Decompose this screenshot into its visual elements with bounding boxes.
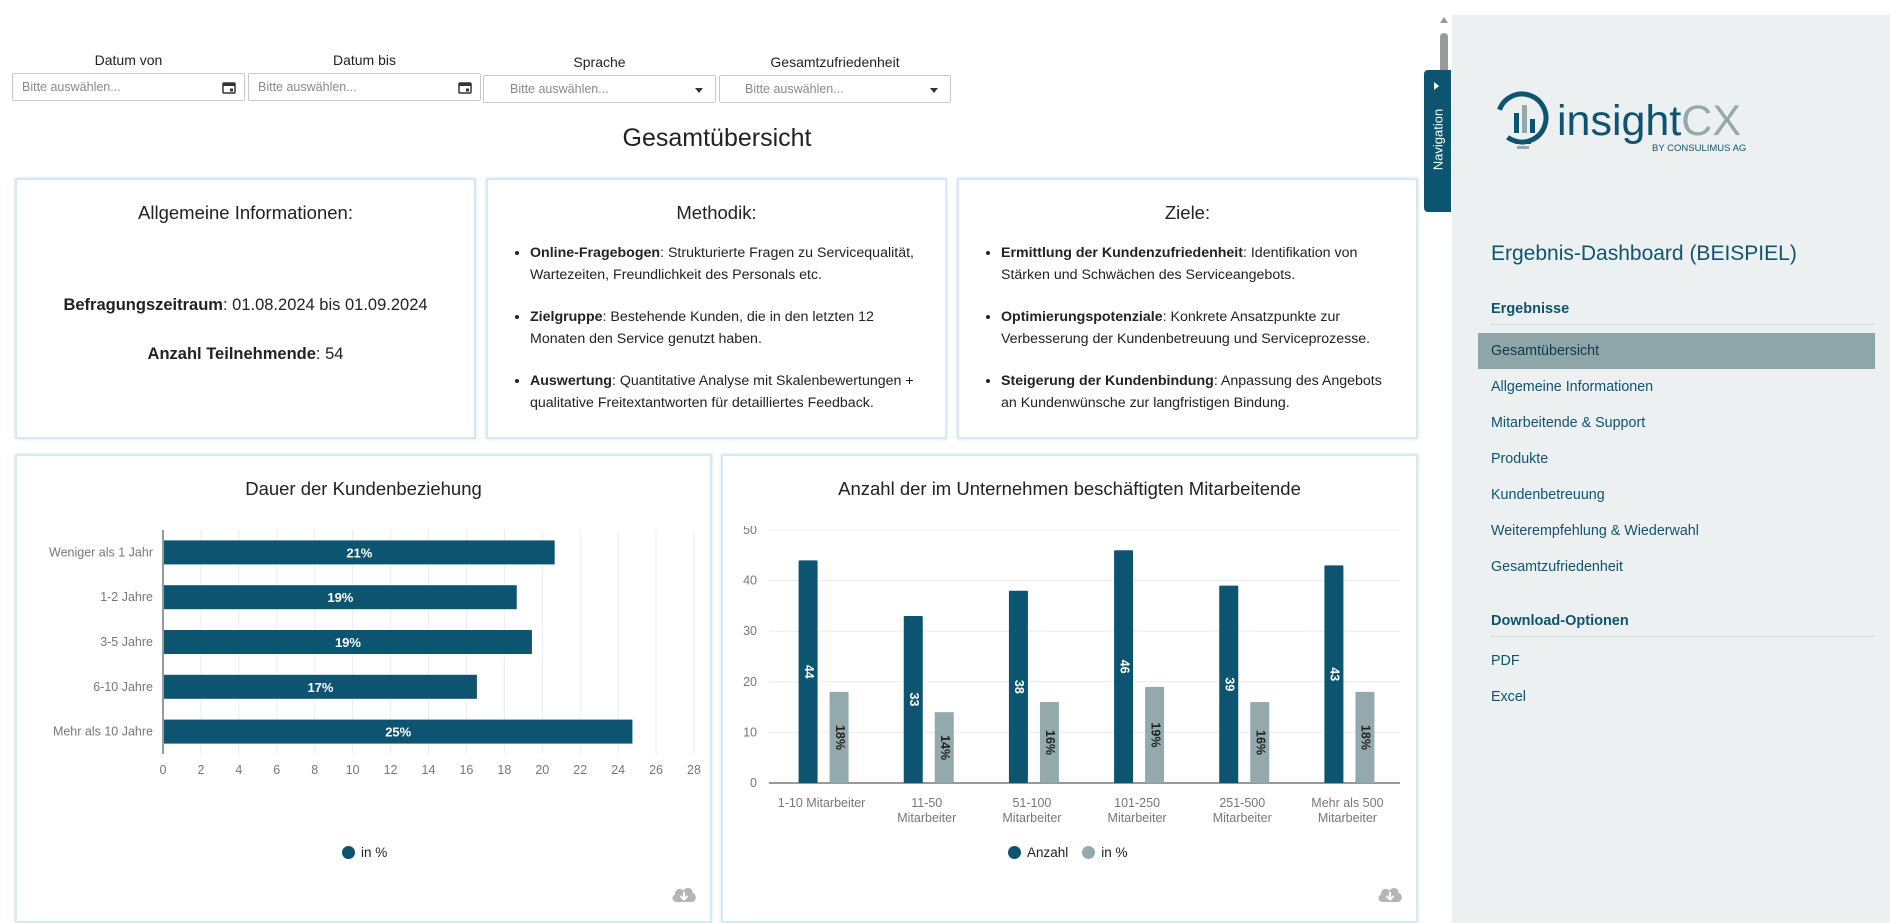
participant-count-label: Anzahl Teilnehmende [147, 345, 316, 363]
list-item-text: : Quantitative Analyse mit Skalenbewertungen + qualitative Freitextantworten für detailliertes Feedback. [530, 373, 914, 411]
sidebar-item-gesamtuebersicht[interactable]: Gesamtübersicht [1478, 333, 1875, 369]
x-tick-label: 16 [459, 763, 474, 777]
calendar-icon[interactable] [458, 81, 472, 94]
legend-label: in % [361, 845, 388, 860]
data-label: 19% [1148, 722, 1163, 748]
scroll-up-icon[interactable] [1440, 17, 1448, 23]
cloud-download-icon[interactable] [670, 883, 698, 905]
date-from-placeholder: Bitte auswählen... [22, 80, 121, 94]
data-label: 19% [327, 590, 354, 606]
category-label: Mehr als 500 [1311, 796, 1384, 810]
legend-marker [1008, 846, 1021, 859]
x-tick-label: 4 [235, 763, 243, 777]
data-label: 19% [334, 635, 361, 650]
y-tick-label: 50 [743, 526, 757, 537]
list-item [530, 370, 927, 414]
x-tick-label: 24 [611, 763, 626, 777]
list-item-text: : Identifikation von Stärken und Schwächen des Serviceangebots. [1001, 245, 1358, 283]
filter-language [483, 54, 716, 96]
sidebar-item-mitarbeitende-support[interactable]: Mitarbeitende & Support [1491, 415, 1646, 431]
y-tick-label: 10 [743, 725, 757, 740]
x-tick-label: 22 [573, 763, 588, 777]
list-item-term: Auswertung [530, 373, 612, 389]
x-tick-label: 12 [383, 763, 398, 777]
category-label: 51-100 [1012, 796, 1052, 810]
language-select[interactable] [483, 75, 716, 103]
list-item [1001, 370, 1398, 414]
x-tick-label: 28 [687, 763, 701, 777]
sidebar-item-allgemeine-informationen[interactable]: Allgemeine Informationen [1491, 379, 1654, 395]
chevron-down-icon [930, 88, 938, 93]
x-tick-label: 6 [273, 763, 281, 777]
chart-title: Dauer der Kundenbeziehung [245, 478, 482, 499]
data-label: 44 [801, 664, 816, 679]
list-item-term: Online-Fragebogen [530, 245, 661, 261]
date-to-placeholder: Bitte auswählen... [258, 80, 357, 94]
navigation-tab-label: Navigation [1430, 108, 1446, 171]
cloud-download-icon[interactable] [1376, 883, 1404, 905]
filter-date-from [12, 52, 245, 94]
dashboard-heading: Ergebnis-Dashboard (BEISPIEL) [1491, 242, 1797, 265]
y-tick-label: 30 [743, 624, 757, 639]
legend-marker [1082, 846, 1095, 859]
y-tick-label: 0 [750, 776, 757, 790]
y-tick-label: 40 [743, 573, 757, 588]
participant-count [17, 345, 474, 364]
logo-wordmark: insightCX [1557, 97, 1742, 145]
chart-title: Anzahl der im Unternehmen beschäftigten Mitarbeitende [838, 478, 1301, 499]
y-tick-label: 20 [743, 674, 757, 689]
satisfaction-placeholder: Bitte auswählen... [745, 82, 844, 96]
calendar-icon[interactable] [222, 81, 236, 94]
download-pdf-link[interactable]: PDF [1491, 653, 1520, 669]
sidebar-item-weiterempfehlung[interactable]: Weiterempfehlung & Wiederwahl [1491, 523, 1699, 539]
list-item-term: Zielgruppe [530, 309, 603, 325]
sidebar-item-produkte[interactable]: Produkte [1491, 451, 1549, 467]
download-excel-link[interactable]: Excel [1491, 689, 1526, 705]
data-label: 38 [1012, 679, 1027, 694]
page-title: Gesamtübersicht [622, 124, 812, 152]
list-item-term: Steigerung der Kundenbindung [1001, 373, 1214, 389]
data-label: 14% [937, 735, 952, 761]
relationship-duration-card [15, 454, 712, 923]
filter-date-to [248, 52, 481, 94]
data-label: 39 [1222, 677, 1237, 692]
data-label: 16% [1043, 730, 1058, 756]
x-tick-label: 20 [535, 763, 550, 777]
data-label: 46 [1117, 659, 1132, 674]
category-label: 1-10 Mitarbeiter [777, 796, 866, 810]
goals-card [957, 178, 1418, 439]
category-label: Mitarbeiter [897, 811, 957, 825]
chart-legend [342, 845, 401, 860]
filter-label: Sprache [573, 54, 626, 70]
legend-item[interactable] [342, 845, 387, 860]
filter-label: Datum von [94, 52, 163, 68]
data-label: 18% [1358, 724, 1373, 750]
x-tick-label: 18 [497, 763, 512, 777]
methodology-list [510, 242, 927, 434]
date-from-input[interactable] [12, 73, 245, 101]
category-label: 1-2 Jahre [100, 590, 153, 605]
category-label: Weniger als 1 Jahr [49, 545, 153, 560]
card-title: Methodik: [676, 202, 757, 223]
survey-period-value: : 01.08.2024 bis 01.09.2024 [222, 296, 428, 314]
legend-label: Anzahl [1027, 845, 1069, 860]
category-label: Mitarbeiter [1107, 811, 1167, 825]
card-title: Allgemeine Informationen: [138, 202, 353, 223]
list-item-text: : Bestehende Kunden, die in den letzten 12 Monaten den Service genutzt haben. [530, 309, 874, 347]
category-label: Mitarbeiter [1317, 811, 1377, 825]
x-tick-label: 2 [197, 763, 205, 777]
insightcx-logo [1492, 83, 1782, 173]
goals-list [981, 242, 1398, 434]
sidebar [1452, 15, 1890, 923]
satisfaction-select[interactable] [719, 75, 951, 103]
list-item [1001, 306, 1398, 350]
legend-item[interactable] [1082, 845, 1127, 860]
x-tick-label: 0 [159, 763, 167, 777]
filter-satisfaction [719, 54, 951, 96]
survey-period-label: Befragungszeitraum [63, 296, 223, 314]
methodology-card [486, 178, 947, 439]
list-item-term: Optimierungspotenziale [1001, 309, 1163, 325]
date-to-input[interactable] [248, 73, 481, 101]
x-tick-label: 26 [649, 763, 664, 777]
list-item-text: : Strukturierte Fragen zu Servicequalität, Wartezeiten, Freundlichkeit des Personals etc. [530, 245, 914, 283]
logo-subtitle: BY CONSULIMUS AG [1652, 143, 1747, 154]
divider [1491, 324, 1875, 325]
list-item-text: : Anpassung des Angebots an Kundenwünsche zur langfristigen Bindung. [1001, 373, 1382, 411]
category-label: 101-250 [1114, 796, 1161, 810]
data-label: 21% [346, 545, 373, 561]
list-item [1001, 242, 1398, 286]
data-label: 25% [385, 724, 412, 740]
divider [1491, 636, 1875, 637]
sidebar-item-gesamtzufriedenheit[interactable]: Gesamtzufriedenheit [1491, 559, 1623, 575]
category-label: Mitarbeiter [1002, 811, 1062, 825]
data-label: 16% [1253, 730, 1268, 756]
data-label: 33 [906, 692, 921, 707]
data-label: 17% [307, 679, 334, 695]
participant-count-value: : 54 [315, 345, 344, 363]
language-placeholder: Bitte auswählen... [510, 82, 609, 96]
data-label: 43 [1327, 667, 1342, 682]
category-label: Mehr als 10 Jahre [52, 724, 153, 739]
x-tick-label: 8 [311, 763, 319, 777]
category-label: 11-50 [911, 796, 943, 810]
list-item-text: : Konkrete Ansatzpunkte zur Verbesserung der Kundenbetreuung und Serviceprozesse. [1001, 309, 1371, 347]
sidebar-item-kundenbetreuung[interactable]: Kundenbetreuung [1491, 487, 1605, 503]
legend-label: in % [1101, 845, 1128, 860]
category-label: 251-500 [1219, 796, 1266, 810]
filter-label: Gesamtzufriedenheit [770, 54, 900, 70]
chart-legend [1008, 845, 1142, 860]
x-tick-label: 10 [345, 763, 360, 777]
list-item [530, 242, 927, 286]
category-label: 3-5 Jahre [100, 635, 153, 649]
data-label: 18% [832, 724, 847, 750]
download-section-title: Download-Optionen [1491, 613, 1629, 629]
chevron-down-icon [695, 88, 703, 93]
card-title: Ziele: [1164, 202, 1211, 223]
category-label: 6-10 Jahre [93, 679, 153, 694]
employee-count-chart [723, 526, 1416, 866]
list-item-term: Ermittlung der Kundenzufriedenheit [1001, 245, 1243, 261]
general-info-card [15, 178, 476, 439]
navigation-toggle-tab[interactable] [1424, 70, 1451, 212]
results-section-title: Ergebnisse [1491, 301, 1570, 317]
employee-count-card [721, 454, 1418, 923]
relationship-duration-chart [17, 526, 710, 866]
survey-period [17, 296, 474, 315]
legend-item[interactable] [1008, 845, 1068, 860]
x-tick-label: 14 [421, 763, 436, 777]
category-label: Mitarbeiter [1212, 811, 1272, 825]
legend-marker [342, 846, 355, 859]
filter-label: Datum bis [332, 52, 397, 68]
list-item [530, 306, 927, 350]
